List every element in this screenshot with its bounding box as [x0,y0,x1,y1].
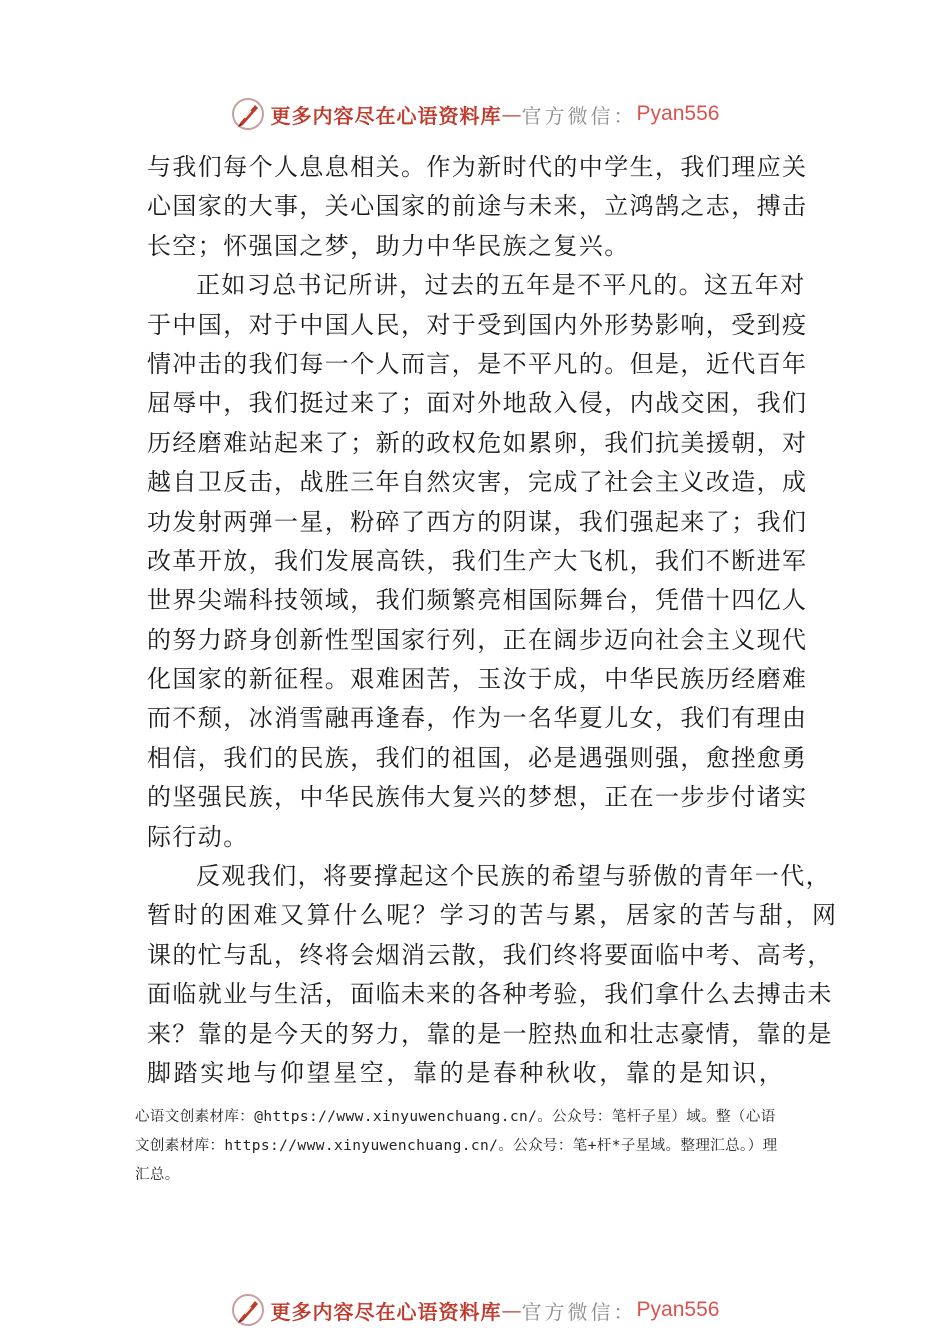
text-line: 反观我们，将要撑起这个民族的希望与骄傲的青年一代， [196,862,831,891]
text-line: 来？靠的是今天的努力，靠的是一腔热血和壮志豪情，靠的是 [147,1019,833,1048]
text-line: 相信，我们的民族，我们的祖国，必是遇强则强，愈挫愈勇 [147,743,808,772]
text-line: 而不颓，冰消雪融再逢春，作为一名华夏儿女，我们有理由 [147,704,808,733]
source-footnote [135,1103,845,1190]
text-line: 化国家的新征程。艰难困苦，玉汝于成，中华民族历经磨难 [147,665,808,694]
text-line: 越自卫反击，战胜三年自然灾害，完成了社会主义改造，成 [147,468,808,497]
banner-wechat-label: 官方微信： [521,1299,637,1324]
text-line: 世界尖端科技领域，我们频繁亮相国际舞台，凭借十四亿人 [147,586,808,615]
text-line: 的坚强民族，中华民族伟大复兴的梦想，正在一步步付诸实 [147,783,808,812]
text-line: 功发射两弹一星，粉碎了西方的阴谋，我们强起来了；我们 [147,507,808,536]
text-line: 改革开放，我们发展高铁，我们生产大飞机，我们不断进军 [147,546,808,575]
paragraph-3 [147,857,839,1093]
banner-dash: — [501,102,522,126]
banner-wechat-label: 官方微信： [521,103,637,128]
text-line: 脚踏实地与仰望星空，靠的是春种秋收，靠的是知识， [147,1058,786,1087]
text-line: 心国家的大事，关心国家的前途与未来，立鸿鹄之志，搏击 [147,192,808,221]
text-line: 屈辱中，我们挺过来了；面对外地敌入侵，内战交困，我们 [147,389,808,418]
text-line: 课的忙与乱，终将会烟消云散，我们终将要面临中考、高考， [147,940,833,969]
text-line: 历经磨难站起来了；新的政权危如累卵，我们抗美援朝，对 [147,428,808,457]
header-banner [0,94,950,134]
banner-brand-text: 更多内容尽在心语资料库 [270,103,502,128]
paragraph-1 [147,148,815,266]
quill-pen-logo-icon [231,97,265,131]
text-line: 暂时的困难又算什么呢？学习的苦与累，居家的苦与甜，网 [147,901,839,930]
footer-banner [0,1290,950,1330]
banner-dash: — [501,1298,522,1322]
quill-pen-logo-icon [231,1293,265,1327]
banner-brand-text: 更多内容尽在心语资料库 [270,1299,502,1324]
text-line: 际行动。 [147,822,249,851]
banner-wechat-id: Pyan556 [636,102,720,125]
footnote-line: 汇总。 [135,1167,180,1183]
footnote-line: 心语文创素材库：@https://www.xinyuwenchuang.cn/。公众号：笔杆子星）域。整（心语 [135,1109,776,1125]
footnote-line: 文创素材库：https://www.xinyuwenchuang.cn/。公众号：笔+杆*子星域。整理汇总。）理 [135,1138,778,1154]
text-line: 正如习总书记所讲，过去的五年是不平凡的。这五年对 [196,271,806,300]
text-line: 的努力跻身创新性型国家行列，正在阔步迈向社会主义现代 [147,625,808,654]
paragraph-2 [147,266,815,857]
text-line: 面临就业与生活，面临未来的各种考验，我们拿什么去搏击未 [147,980,833,1009]
banner-wechat-id: Pyan556 [636,1298,720,1321]
text-line: 与我们每个人息息相关。作为新时代的中学生，我们理应关 [147,153,808,181]
text-line: 长空；怀强国之梦，助力中华民族之复兴。 [147,231,630,260]
text-line: 情冲击的我们每一个人而言，是不平凡的。但是，近代百年 [147,349,808,378]
text-line: 于中国，对于中国人民，对于受到国内外形势影响，受到疫 [147,310,808,339]
document-body [147,148,839,1093]
